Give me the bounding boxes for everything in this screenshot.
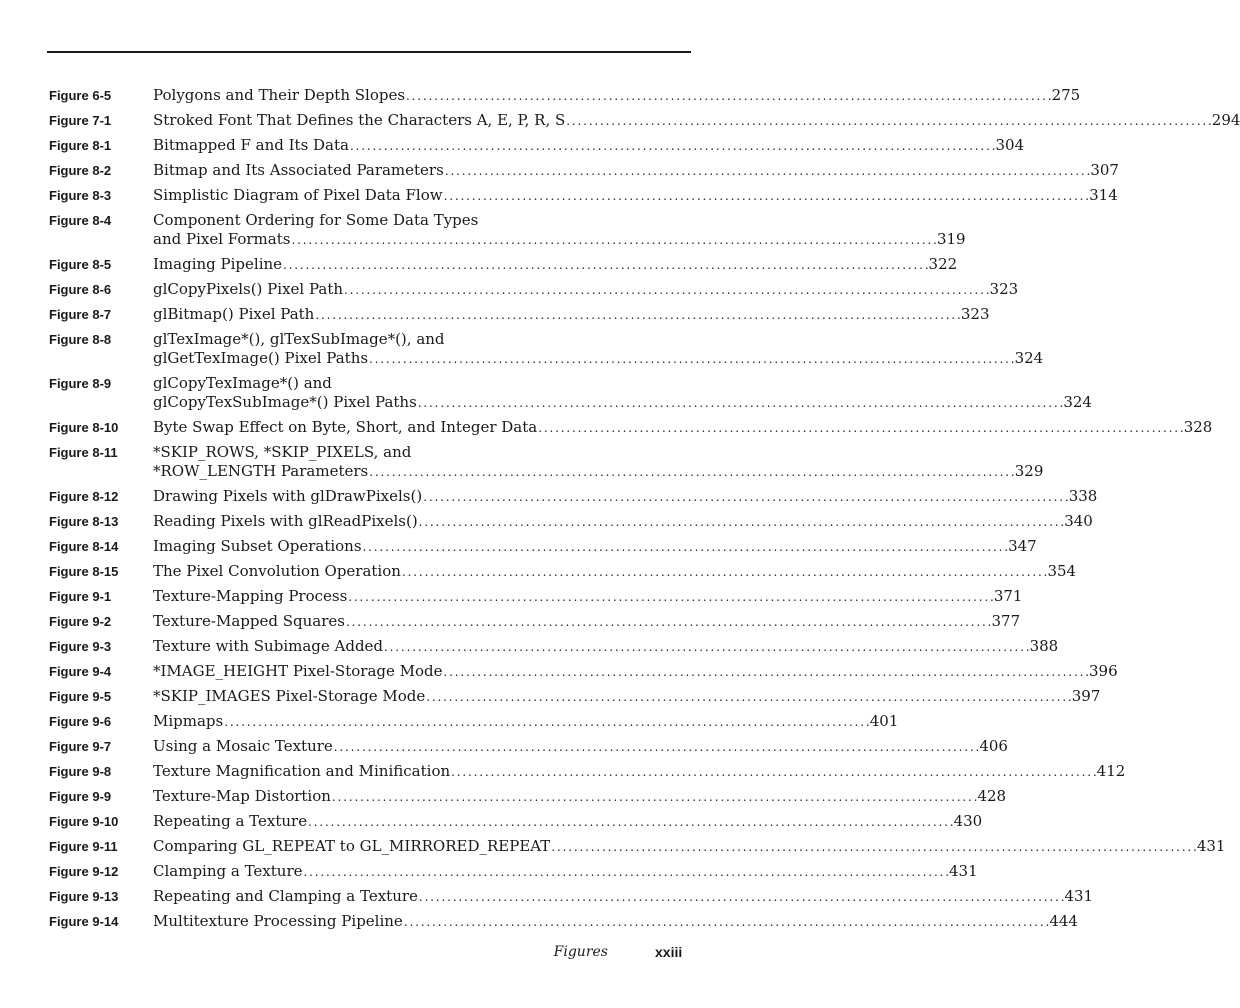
page-number: 430 [953, 812, 983, 830]
figure-title: Byte Swap Effect on Byte, Short, and Integer Data [153, 418, 538, 436]
page-number: 397 [1071, 687, 1101, 705]
figure-entry-body [153, 280, 1018, 300]
page-number: 347 [1008, 537, 1037, 555]
figure-title: Texture-Mapped Squares [153, 612, 345, 630]
figure-number: Figure 8-3 [49, 188, 112, 203]
figure-entry-body [153, 211, 966, 250]
figure-entry [49, 537, 1037, 557]
figure-entry-body [153, 887, 1093, 907]
page-number: 328 [1183, 418, 1213, 436]
dot-leader [419, 888, 1064, 907]
page-number: 401 [869, 712, 899, 730]
figure-number: Figure 8-11 [49, 445, 118, 460]
figure-title: glCopyTexImage*() and [153, 374, 332, 392]
dot-leader [423, 488, 1068, 507]
figure-number: Figure 8-2 [49, 163, 112, 178]
figure-entry [49, 86, 1081, 106]
dot-leader [334, 738, 979, 757]
figure-entry-body [153, 687, 1100, 707]
figure-title-line [153, 787, 1006, 807]
dot-leader [445, 162, 1090, 181]
figure-number: Figure 8-1 [49, 138, 112, 153]
figure-title: *SKIP_ROWS, *SKIP_PIXELS, and [153, 443, 412, 461]
figure-entry [49, 862, 978, 882]
figure-entry-body [153, 255, 957, 275]
page-number: 354 [1047, 562, 1077, 580]
figure-title-line [153, 161, 1119, 181]
dot-leader [384, 638, 1029, 657]
figure-number: Figure 8-12 [49, 489, 119, 504]
figure-title-line [153, 637, 1058, 657]
figure-number: Figure 9-14 [49, 914, 119, 929]
figure-title-line [153, 186, 1118, 206]
figure-title: glGetTexImage() Pixel Paths [153, 349, 369, 367]
figure-number: Figure 6-5 [49, 88, 112, 103]
page-number: 396 [1089, 662, 1118, 680]
footer-page-number: xxiii [655, 944, 683, 960]
figure-number: Figure 8-8 [49, 332, 112, 347]
figure-entry [49, 612, 1021, 632]
page-number: 294 [1211, 111, 1240, 129]
figure-number: Figure 9-12 [49, 864, 119, 879]
page-number: 275 [1051, 86, 1081, 104]
figure-number: Figure 9-8 [49, 764, 112, 779]
page-number: 323 [989, 280, 1019, 298]
figure-title: glTexImage*(), glTexSubImage*(), and [153, 330, 445, 348]
figure-title: Mipmaps [153, 712, 224, 730]
page-number: 338 [1068, 487, 1098, 505]
figure-title-line [153, 912, 1078, 932]
figure-title-line [153, 812, 982, 832]
figure-entry [49, 512, 1093, 532]
figure-title: glCopyPixels() Pixel Path [153, 280, 344, 298]
figure-entry-body [153, 487, 1097, 507]
figure-entry [49, 280, 1019, 300]
dot-leader [426, 688, 1071, 707]
figure-title: Bitmap and Its Associated Parameters [153, 161, 444, 179]
figure-title: Texture with Subimage Added [153, 637, 384, 655]
dot-leader [369, 350, 1014, 369]
dot-leader [224, 713, 869, 732]
figure-list [49, 86, 1240, 937]
figure-title-line [153, 762, 1125, 782]
figure-title-line [153, 136, 1024, 156]
figure-entry [49, 787, 1007, 807]
dot-leader [346, 613, 991, 632]
figure-title-line [153, 537, 1037, 557]
figure-entry-body [153, 374, 1092, 413]
dot-leader [444, 663, 1089, 682]
figure-number: Figure 9-13 [49, 889, 119, 904]
figure-entry [49, 374, 1092, 413]
figure-title-line [153, 662, 1118, 682]
figure-title: Component Ordering for Some Data Types [153, 211, 479, 229]
figure-entry-body [153, 662, 1118, 682]
figure-entry-body [153, 111, 1240, 131]
figure-title: Imaging Pipeline [153, 255, 283, 273]
figure-entry [49, 136, 1025, 156]
figure-number: Figure 9-11 [49, 839, 118, 854]
figure-title-line [153, 280, 1018, 300]
figure-title-line [153, 712, 898, 732]
page-number: 406 [979, 737, 1008, 755]
figure-entry [49, 487, 1098, 507]
figure-title: Multitexture Processing Pipeline [153, 912, 403, 930]
dot-leader [406, 87, 1051, 106]
figure-entry [49, 637, 1059, 657]
figure-number: Figure 7-1 [49, 113, 112, 128]
figure-entry-body [153, 512, 1093, 532]
figure-title-line [153, 687, 1100, 707]
figure-entry-body [153, 562, 1076, 582]
figure-entry [49, 305, 990, 325]
dot-leader [419, 513, 1064, 532]
figure-number: Figure 8-4 [49, 213, 112, 228]
figure-number: Figure 9-7 [49, 739, 112, 754]
page-number: 431 [1196, 837, 1226, 855]
figure-title: Imaging Subset Operations [153, 537, 362, 555]
figure-number: Figure 9-2 [49, 614, 112, 629]
page-number: 304 [995, 136, 1025, 154]
figure-entry-body [153, 762, 1125, 782]
figure-title-line [153, 737, 1008, 757]
figure-number: Figure 9-3 [49, 639, 112, 654]
figure-entry-body [153, 161, 1119, 181]
figure-title-line [153, 837, 1225, 857]
figure-entry-body [153, 186, 1118, 206]
figure-title-line [153, 111, 1240, 131]
figure-entry-body [153, 912, 1078, 932]
figure-number: Figure 8-5 [49, 257, 112, 272]
figure-title: Clamping a Texture [153, 862, 303, 880]
figure-entry-body [153, 637, 1058, 657]
figure-entry [49, 186, 1118, 206]
page-number: 319 [936, 230, 966, 248]
dot-leader [308, 813, 953, 832]
figure-number: Figure 8-9 [49, 376, 112, 391]
dot-leader [402, 563, 1047, 582]
page-number: 322 [928, 255, 958, 273]
dot-leader [350, 137, 995, 156]
figure-title: Texture-Mapping Process [153, 587, 348, 605]
dot-leader [344, 281, 989, 300]
figure-title: Drawing Pixels with glDrawPixels() [153, 487, 423, 505]
figure-entry-body [153, 737, 1008, 757]
page-number: 444 [1049, 912, 1078, 930]
figure-title: The Pixel Convolution Operation [153, 562, 401, 580]
dot-leader [369, 463, 1014, 482]
figure-title: *SKIP_IMAGES Pixel-Storage Mode [153, 687, 426, 705]
figure-title-line [153, 512, 1093, 532]
figure-entry [49, 111, 1240, 131]
dot-leader [444, 187, 1089, 206]
figure-title: Texture-Map Distortion [153, 787, 331, 805]
figure-title: *ROW_LENGTH Parameters [153, 462, 369, 480]
figure-title: glBitmap() Pixel Path [153, 305, 315, 323]
figure-number: Figure 9-5 [49, 689, 112, 704]
figure-number: Figure 8-14 [49, 539, 119, 554]
figure-entry-body [153, 612, 1020, 632]
figure-number: Figure 8-6 [49, 282, 112, 297]
dot-leader [538, 419, 1183, 438]
figure-title-line [153, 862, 978, 882]
figure-entry [49, 687, 1101, 707]
dot-leader [283, 256, 928, 275]
figure-entry-body [153, 305, 990, 325]
figure-entry [49, 443, 1044, 482]
figure-title: Polygons and Their Depth Slopes [153, 86, 406, 104]
figure-number: Figure 9-9 [49, 789, 112, 804]
figure-entry-body [153, 787, 1006, 807]
figure-title: Stroked Font That Defines the Characters A, E, P, R, S [153, 111, 566, 129]
figure-title: Comparing GL_REPEAT to GL_MIRRORED_REPEAT [153, 837, 551, 855]
figure-entry-body [153, 418, 1212, 438]
figure-entry-body [153, 443, 1043, 482]
figure-title: glCopyTexSubImage*() Pixel Paths [153, 393, 417, 411]
figure-title-line [153, 887, 1093, 907]
figure-title-line [153, 462, 1043, 482]
figure-entry-body [153, 330, 1043, 369]
page-number: 428 [977, 787, 1007, 805]
figure-title-line [153, 562, 1076, 582]
figure-title-line [153, 587, 1022, 607]
page-number: 324 [1014, 349, 1044, 367]
page-number: 307 [1090, 161, 1119, 179]
figure-number: Figure 8-15 [49, 564, 119, 579]
page-number: 340 [1064, 512, 1093, 530]
figure-entry [49, 712, 899, 732]
page-number: 314 [1089, 186, 1118, 204]
page-number: 324 [1063, 393, 1092, 411]
page-number: 329 [1014, 462, 1044, 480]
dot-leader [348, 588, 993, 607]
dot-leader [304, 863, 949, 882]
figure-entry [49, 418, 1213, 438]
figure-entry-body [153, 86, 1080, 106]
figure-entry-body [153, 812, 982, 832]
figure-title-line [153, 255, 957, 275]
figure-number: Figure 9-10 [49, 814, 119, 829]
figure-entry [49, 662, 1118, 682]
dot-leader [291, 231, 936, 250]
figure-title-line [153, 230, 966, 250]
figure-number: Figure 9-6 [49, 714, 112, 729]
figure-title: and Pixel Formats [153, 230, 291, 248]
figure-title-line [153, 374, 1092, 393]
figure-title-line [153, 443, 1043, 462]
dot-leader [451, 763, 1096, 782]
figure-entry [49, 887, 1094, 907]
figure-entry [49, 562, 1077, 582]
page-number: 431 [1064, 887, 1094, 905]
figure-entry [49, 161, 1119, 181]
figure-title: Bitmapped F and Its Data [153, 136, 349, 154]
page-number: 431 [949, 862, 978, 880]
header-rule [47, 51, 691, 53]
figure-entry-body [153, 862, 978, 882]
figure-entry-body [153, 587, 1022, 607]
figure-entry [49, 330, 1044, 369]
figure-title-line [153, 418, 1212, 438]
figure-entry [49, 587, 1023, 607]
page-number: 412 [1096, 762, 1126, 780]
figure-title: Repeating a Texture [153, 812, 308, 830]
figure-number: Figure 8-13 [49, 514, 119, 529]
figure-entry [49, 211, 966, 250]
dot-leader [404, 913, 1049, 932]
figure-title: Using a Mosaic Texture [153, 737, 333, 755]
figure-title: Repeating and Clamping a Texture [153, 887, 418, 905]
dot-leader [566, 112, 1211, 131]
figure-entry-body [153, 837, 1225, 857]
figure-entry [49, 255, 958, 275]
figure-entry [49, 812, 983, 832]
page-number: 388 [1029, 637, 1059, 655]
figure-entry [49, 912, 1078, 932]
figure-number: Figure 9-1 [49, 589, 112, 604]
figure-entry [49, 762, 1126, 782]
page-number: 323 [960, 305, 990, 323]
figure-title-line [153, 86, 1080, 106]
figure-title: Texture Magnification and Minification [153, 762, 451, 780]
figure-entry-body [153, 712, 898, 732]
figure-title-line [153, 612, 1020, 632]
page-number: 377 [991, 612, 1021, 630]
page-number: 371 [993, 587, 1023, 605]
figure-title-line [153, 393, 1092, 413]
figure-title-line [153, 349, 1043, 369]
footer-section-label: Figures [553, 944, 608, 960]
figure-title-line [153, 305, 990, 325]
figure-number: Figure 8-7 [49, 307, 112, 322]
figure-number: Figure 9-4 [49, 664, 112, 679]
figure-entry [49, 737, 1008, 757]
figure-title: Reading Pixels with glReadPixels() [153, 512, 418, 530]
figure-title: Simplistic Diagram of Pixel Data Flow [153, 186, 443, 204]
dot-leader [418, 394, 1063, 413]
figure-title-line [153, 330, 1043, 349]
figure-title-line [153, 211, 966, 230]
figure-title-line [153, 487, 1097, 507]
figure-entry-body [153, 537, 1037, 557]
dot-leader [551, 838, 1196, 857]
dot-leader [363, 538, 1008, 557]
dot-leader [332, 788, 977, 807]
figure-entry [49, 837, 1226, 857]
figure-entry-body [153, 136, 1024, 156]
figure-number: Figure 8-10 [49, 420, 119, 435]
figure-title: *IMAGE_HEIGHT Pixel-Storage Mode [153, 662, 443, 680]
dot-leader [315, 306, 960, 325]
